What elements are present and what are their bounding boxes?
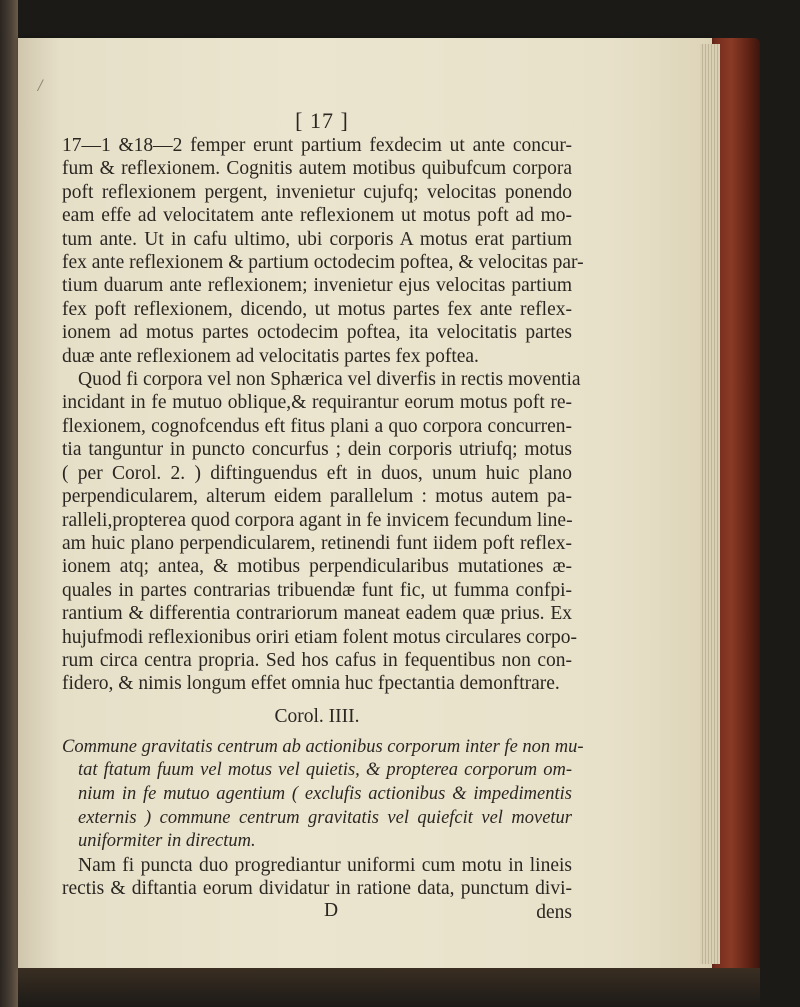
text-line: duæ ante reflexionem ad velocitatis partes fex poftea. xyxy=(62,345,479,367)
text-line: ( per Corol. 2. ) diftinguendus eft in duos, unum huic plano xyxy=(62,462,572,484)
paragraph-2 xyxy=(62,368,581,696)
text-line: tat ftatum fuum vel motus vel quietis, & propterea corporum om- xyxy=(78,760,572,781)
text-line: fex poft reflexionem, dicendo, ut motus partes fex ante reflex- xyxy=(62,298,572,320)
text-line: am huic plano perpendicularem, retinendi funt iidem poft reflex- xyxy=(62,532,572,554)
text-line: rum circa centra propria. Sed hos cafus in fequentibus non con- xyxy=(62,649,572,671)
text-line: fex ante reflexionem & partium octodecim poftea, & velocitas par- xyxy=(62,252,584,274)
text-line: poft reflexionem pergent, invenietur cujufq; velocitas ponendo xyxy=(62,181,572,203)
text-line: Nam fi puncta duo progrediantur uniformi cum motu in lineis xyxy=(78,854,572,876)
page-stack-edge xyxy=(700,44,720,964)
text-line: ionem atq; antea, & motibus perpendicularibus mutationes æ- xyxy=(62,556,572,578)
text-line: tium duarum ante reflexionem; invenietur ejus velocitas partium xyxy=(62,275,572,297)
text-line: flexionem, cognofcendus eft fitus plani a quo corpora concurren- xyxy=(62,415,572,437)
book-bottom-edge xyxy=(18,968,760,1007)
page-footer xyxy=(62,901,572,925)
text-line: hujufmodi reflexionibus oriri etiam folent motus circulares corpo- xyxy=(62,626,577,648)
text-line: fum & reflexionem. Cognitis autem motibus quibufcum corpora xyxy=(62,158,572,180)
text-line: ionem ad motus partes octodecim poftea, ita velocitatis partes xyxy=(62,322,572,344)
marginal-mark: / xyxy=(38,78,43,94)
text-line: quales in partes contrarias tribuendæ funt fic, ut fumma confpi- xyxy=(62,579,572,601)
text-line: nium in fe mutuo agentium ( exclufis actionibus & impedimentis xyxy=(78,783,572,804)
paragraph-3 xyxy=(62,854,572,901)
text-line: 17—1 &18—2 femper erunt partium fexdecim ut ante concur- xyxy=(62,135,572,156)
text-line: externis ) commune centrum gravitatis vel quiefcit vel movetur xyxy=(78,807,572,828)
book-spine xyxy=(0,0,18,1007)
text-line: tia tanguntur in puncto concurfus ; dein corporis utriufq; motus xyxy=(62,439,572,461)
text-line: ralleli,propterea quod corpora agant in fe invicem fecundum line- xyxy=(62,509,573,531)
text-line: Commune gravitatis centrum ab actionibus corporum inter fe non mu- xyxy=(62,736,584,757)
text-line: incidant in fe mutuo oblique,& requirantur eorum motus poft re- xyxy=(62,392,572,414)
text-line: rectis & diftantia eorum dividatur in ratione data, punctum divi- xyxy=(62,878,572,900)
corollary-statement xyxy=(62,736,584,854)
text-line: rantium & differentia contrariorum maneat eadem quæ prius. Ex xyxy=(62,603,572,625)
text-line: uniformiter in directum. xyxy=(78,831,256,852)
text-line: fidero, & nimis longum effet omnia huc fpectantia demonftrare. xyxy=(62,673,560,695)
catchword: dens xyxy=(536,901,572,923)
page-text xyxy=(62,108,584,925)
paragraph-1 xyxy=(62,134,584,368)
page-number: [ 17 ] xyxy=(295,108,349,133)
text-line: tum ante. Ut in cafu ultimo, ubi corporis A motus erat partium xyxy=(62,228,572,250)
signature-mark: D xyxy=(324,899,339,921)
text-line: perpendicularem, alterum eidem parallelum : motus autem pa- xyxy=(62,486,572,508)
text-line: eam effe ad velocitatem ante reflexionem ut motus poft ad mo- xyxy=(62,205,572,227)
text-line: Quod fi corpora vel non Sphærica vel diverfis in rectis moventia xyxy=(78,369,581,391)
corollary-heading: Corol. IIII. xyxy=(274,705,360,727)
